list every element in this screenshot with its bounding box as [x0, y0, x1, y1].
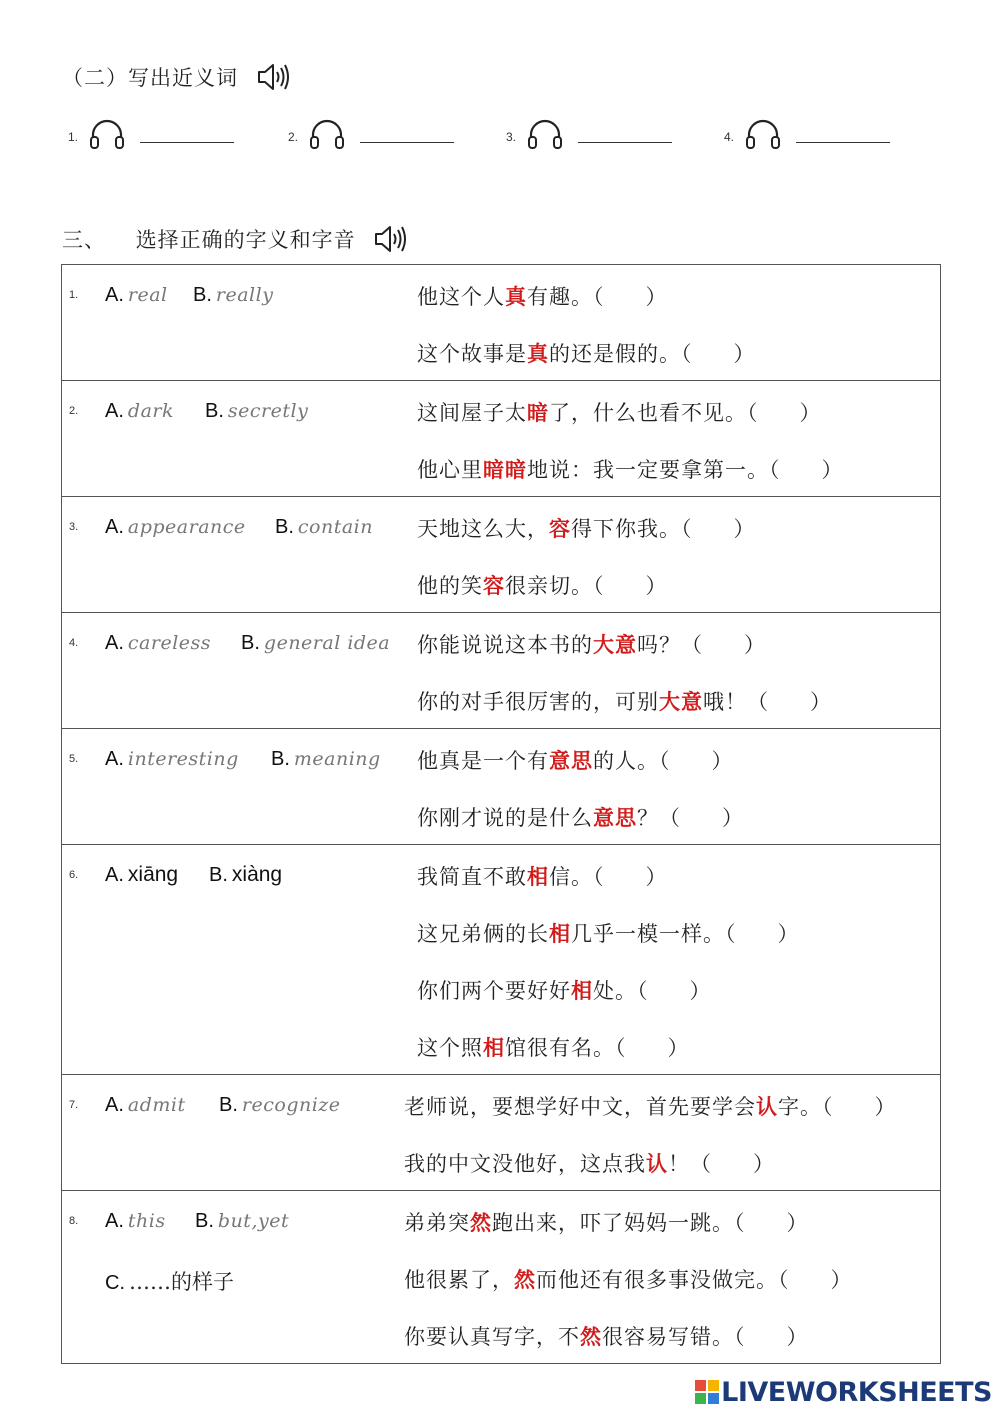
sentence-text: 信。 [549, 865, 593, 889]
option-a [105, 746, 239, 771]
question-number: 1. [69, 289, 79, 301]
sentence-text: 而他还有很多事没做完。 [536, 1268, 778, 1292]
option-text: recognize [241, 1094, 341, 1116]
option-letter: B. [271, 748, 290, 770]
option-letter: A. [105, 284, 124, 306]
section-2-title: （二）写出近义词 [62, 66, 238, 90]
option-letter: B. [275, 516, 294, 538]
sentence-text: 你们两个要好好 [417, 979, 571, 1003]
option-letter: A. [105, 632, 124, 654]
option-text: secretly [227, 400, 309, 422]
answer-parentheses[interactable]: （ ） [659, 806, 743, 830]
question-row [62, 381, 941, 497]
sentence-text: 他真是一个有 [417, 749, 549, 773]
answer-blank[interactable] [360, 142, 454, 143]
sentence-text: 这个故事是 [417, 342, 527, 366]
option-letter: A. [105, 748, 124, 770]
sentence-text: 地说：我一定要拿第一。 [527, 458, 769, 482]
answer-parentheses[interactable]: （ ） [615, 1036, 689, 1060]
option-text: xiāng [127, 863, 179, 886]
option-letter: A. [105, 516, 124, 538]
headphones-icon[interactable] [526, 118, 564, 150]
highlighted-character: 真 [527, 341, 549, 366]
question-number: 5. [69, 753, 79, 765]
question-row [62, 1075, 941, 1191]
sentence-text: 你能说说这本书的 [417, 633, 593, 657]
answer-parentheses[interactable]: （ ） [593, 285, 667, 309]
headphones-icon[interactable] [308, 118, 346, 150]
option-letter: B. [195, 1210, 214, 1232]
sentence-text: 这兄弟俩的长 [417, 922, 549, 946]
answer-parentheses[interactable]: （ ） [734, 1211, 808, 1235]
highlighted-character: 认 [756, 1094, 778, 1119]
answer-parentheses[interactable]: （ ） [681, 517, 755, 541]
option-letter: B. [205, 400, 224, 422]
sentence [417, 745, 733, 775]
answer-parentheses[interactable]: （ ） [593, 865, 667, 889]
option-a [105, 1208, 166, 1233]
highlighted-character: 相 [571, 978, 593, 1003]
option-b [219, 1092, 341, 1117]
sentence-text: 跑出来，吓了妈妈一跳。 [492, 1211, 734, 1235]
answer-parentheses[interactable]: （ ） [690, 1152, 774, 1176]
sentence [417, 397, 821, 427]
sentence-text: 他这个人 [417, 285, 505, 309]
headphones-icon[interactable] [88, 118, 126, 150]
answer-blank[interactable] [140, 142, 234, 143]
sentence-text: 他心里 [417, 458, 483, 482]
answer-parentheses[interactable]: （ ） [747, 401, 821, 425]
sentence [417, 686, 831, 716]
highlighted-character: 容 [483, 573, 505, 598]
item-number: 4. [724, 130, 735, 144]
sentence-text: 你刚才说的是什么 [417, 806, 593, 830]
headphones-icon[interactable] [744, 118, 782, 150]
question-number: 6. [69, 869, 79, 881]
option-a [105, 398, 174, 423]
sentence [404, 1321, 808, 1351]
sentence [417, 281, 667, 311]
highlighted-character: 然 [514, 1267, 536, 1292]
option-a [105, 1092, 186, 1117]
option-letter: C. [105, 1272, 125, 1294]
option-b [271, 746, 381, 771]
sentence-text: 这个照 [417, 1036, 483, 1060]
highlighted-character: 相 [549, 921, 571, 946]
answer-blank[interactable] [796, 142, 890, 143]
logo-mark-icon [695, 1380, 719, 1404]
highlighted-character: 容 [549, 516, 571, 541]
option-a [105, 514, 246, 539]
option-a [105, 630, 211, 655]
option-letter: A. [105, 1094, 124, 1116]
sentence-text: 的人。 [593, 749, 659, 773]
sentence-text: 你的对手很厉害的，可别 [417, 690, 659, 714]
option-text: this [127, 1210, 166, 1232]
sentence [417, 570, 667, 600]
sentence [417, 338, 755, 368]
option-text: contain [297, 516, 373, 538]
item-number: 3. [506, 130, 517, 144]
answer-parentheses[interactable]: （ ） [769, 458, 843, 482]
sentence [417, 802, 743, 832]
answer-parentheses[interactable]: （ ） [747, 690, 831, 714]
option-letter: B. [193, 284, 212, 306]
option-text: interesting [127, 748, 239, 770]
option-text: xiàng [231, 863, 283, 886]
answer-blank[interactable] [578, 142, 672, 143]
option-text: ……的样子 [129, 1270, 234, 1294]
sentence-text: 字。 [778, 1095, 822, 1119]
highlighted-character: 暗 [527, 400, 549, 425]
sentence-text: 我的中文没他好，这点我 [404, 1152, 646, 1176]
question-number: 8. [69, 1215, 79, 1227]
answer-parentheses[interactable]: （ ） [734, 1325, 808, 1349]
answer-parentheses[interactable]: （ ） [822, 1095, 896, 1119]
sentence-text: 他很累了， [404, 1268, 514, 1292]
question-number: 2. [69, 405, 79, 417]
answer-parentheses[interactable]: （ ） [778, 1268, 852, 1292]
item-number: 2. [288, 130, 299, 144]
question-row [62, 613, 941, 729]
sentence-text: 有趣。 [527, 285, 593, 309]
option-letter: A. [105, 864, 124, 886]
section-2-heading [62, 62, 292, 97]
option-text: real [127, 284, 168, 306]
option-text: dark [127, 400, 174, 422]
sentence [417, 454, 843, 484]
highlighted-character: 意思 [593, 805, 637, 830]
question-row [62, 497, 941, 613]
option-b [193, 282, 273, 307]
option-b [241, 630, 390, 655]
question-number: 7. [69, 1099, 79, 1111]
sentence-text: 很容易写错。 [602, 1325, 734, 1349]
section-3-title: 选择正确的字义和字音 [135, 228, 356, 252]
sentence-text: 弟弟突 [404, 1211, 470, 1235]
option-a [105, 862, 178, 887]
option-text: careless [127, 632, 212, 654]
sentence-text: ！ [668, 1152, 690, 1176]
sentence-text: 处。 [593, 979, 637, 1003]
question-row [62, 1191, 941, 1364]
answer-parentheses[interactable]: （ ） [725, 922, 799, 946]
highlighted-character: 真 [505, 284, 527, 309]
highlighted-character: 大意 [659, 689, 703, 714]
option-letter: A. [105, 400, 124, 422]
option-text: general idea [263, 632, 391, 654]
option-letter: B. [241, 632, 260, 654]
option-text: appearance [127, 516, 246, 538]
sentence [417, 918, 799, 948]
question-number: 3. [69, 521, 79, 533]
speaker-icon[interactable] [373, 224, 409, 259]
question-table [61, 264, 941, 1364]
liveworksheets-logo [695, 1377, 992, 1408]
option-letter: B. [219, 1094, 238, 1116]
option-a [105, 282, 168, 307]
highlighted-character: 相 [483, 1035, 505, 1060]
highlighted-character: 相 [527, 864, 549, 889]
highlighted-character: 意思 [549, 748, 593, 773]
item-number: 1. [68, 130, 79, 144]
option-letter: A. [105, 1210, 124, 1232]
answer-parentheses[interactable]: （ ） [659, 749, 733, 773]
sentence-text: 天地这么大， [417, 517, 549, 541]
option-b [209, 862, 282, 887]
sentence-text: 几乎一模一样。 [571, 922, 725, 946]
option-b [195, 1208, 289, 1233]
option-text: but,yet [217, 1210, 290, 1232]
option-b [205, 398, 308, 423]
sentence-text: 得下你我。 [571, 517, 681, 541]
question-number: 4. [69, 637, 79, 649]
section-3-heading [62, 224, 409, 259]
sentence-text: 馆很有名。 [505, 1036, 615, 1060]
sentence [417, 1032, 689, 1062]
option-text: really [215, 284, 274, 306]
highlighted-character: 然 [470, 1210, 492, 1235]
answer-parentheses[interactable]: （ ） [593, 574, 667, 598]
speaker-icon[interactable] [256, 62, 292, 97]
sentence-text: 哦！ [703, 690, 747, 714]
highlighted-character: 然 [580, 1324, 602, 1349]
question-row [62, 845, 941, 1075]
sentence-text: 了，什么也看不见。 [549, 401, 747, 425]
sentence [417, 629, 765, 659]
sentence-text: 这间屋子太 [417, 401, 527, 425]
sentence-text: 我简直不敢 [417, 865, 527, 889]
sentence [404, 1207, 808, 1237]
question-row [62, 729, 941, 845]
option-c [105, 1266, 234, 1296]
answer-parentheses[interactable]: （ ） [681, 342, 755, 366]
section-3-number: 三、 [62, 228, 106, 252]
sentence [417, 975, 711, 1005]
sentence-text: 他的笑 [417, 574, 483, 598]
sentence-text: 老师说，要想学好中文，首先要学会 [404, 1095, 756, 1119]
highlighted-character: 认 [646, 1151, 668, 1176]
sentence [404, 1091, 896, 1121]
option-b [275, 514, 373, 539]
sentence-text: 很亲切。 [505, 574, 593, 598]
question-row [62, 265, 941, 381]
option-letter: B. [209, 864, 228, 886]
sentence [404, 1148, 774, 1178]
logo-text: LIVEWORKSHEETS [721, 1377, 992, 1408]
sentence-text: 你要认真写字，不 [404, 1325, 580, 1349]
sentence [404, 1264, 852, 1294]
highlighted-character: 暗暗 [483, 457, 527, 482]
highlighted-character: 大意 [593, 632, 637, 657]
sentence [417, 861, 667, 891]
option-text: admit [127, 1094, 186, 1116]
sentence [417, 513, 755, 543]
sentence-text: 吗？ [637, 633, 681, 657]
answer-parentheses[interactable]: （ ） [681, 633, 765, 657]
answer-parentheses[interactable]: （ ） [637, 979, 711, 1003]
sentence-text: ？ [637, 806, 659, 830]
sentence-text: 的还是假的。 [549, 342, 681, 366]
option-text: meaning [293, 748, 381, 770]
